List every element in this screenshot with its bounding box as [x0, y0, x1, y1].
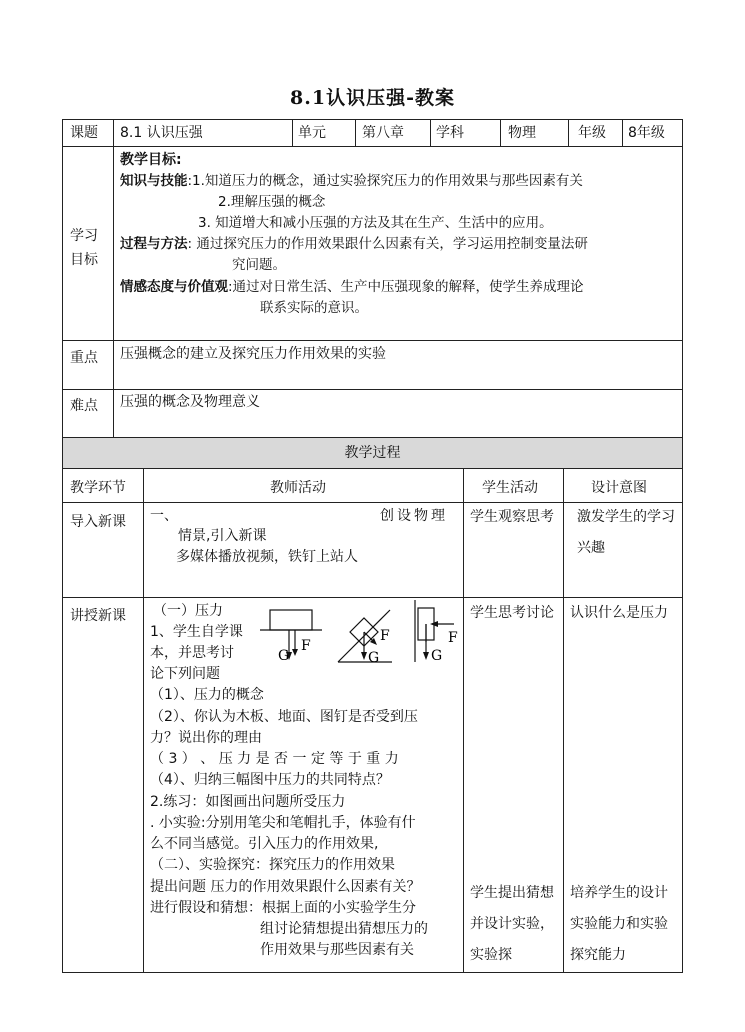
- subject-value: 物理: [508, 125, 536, 141]
- lecture-teacher-6: （2）、你认为木板、地面、图钉是否受到压: [150, 709, 418, 725]
- objectives-label-2: 目标: [70, 252, 98, 268]
- topic-value: 8.1 认识压强: [120, 125, 203, 141]
- subject-label: 学科: [436, 125, 464, 141]
- grade-value: 8年级: [628, 125, 665, 141]
- force-figure-2: [338, 610, 392, 666]
- lecture-teacher-13: （二）、实验探究：探究压力的作用效果: [150, 857, 395, 873]
- unit-value: 第八章: [362, 125, 404, 141]
- lecture-teacher-2: 1、学生自学课: [150, 624, 243, 640]
- lecture-teacher-8: （ 3 ） 、 压 力 是 否 一 定 等 于 重 力: [150, 751, 399, 767]
- difficulty-label: 难点: [70, 398, 98, 414]
- intro-teacher-2: 情景,引入新课: [178, 528, 267, 544]
- process-label: 过程与方法: [120, 236, 188, 252]
- lecture-student-a: 学生思考讨论: [470, 605, 554, 621]
- lecture-teacher-16: 组讨论猜想提出猜想压力的: [260, 921, 428, 937]
- key-point-text: 压强概念的建立及探究压力作用效果的实验: [120, 346, 386, 362]
- intro-teacher-1b: 创设物理: [380, 508, 448, 524]
- lecture-student-b: 学生提出猜想并设计实验，实验探: [470, 885, 554, 963]
- col-teacher: 教师活动: [270, 480, 326, 496]
- lecture-teacher-14: 提出问题 压力的作用效果跟什么因素有关？: [150, 879, 421, 895]
- intro-intent: 激发学生的学习兴趣: [577, 509, 675, 556]
- f-label-2: F: [380, 628, 390, 644]
- lecture-teacher-10: 2.练习：如图画出问题所受压力: [150, 794, 346, 810]
- process-line-1: 过程与方法: 通过探究压力的作用效果跟什么因素有关，学习运用控制变量法研: [120, 236, 588, 252]
- knowledge-label: 知识与技能: [120, 173, 188, 189]
- f-label-3: F: [448, 630, 458, 646]
- page-title: 8.1认识压强-教案: [290, 87, 455, 109]
- objectives-heading: 教学目标:: [120, 152, 182, 168]
- lecture-intent-a: 认识什么是压力: [570, 605, 668, 621]
- lecture-teacher-9: （4）、归纳三幅图中压力的共同特点？: [150, 772, 390, 788]
- force-figure-3: [415, 600, 458, 664]
- lecture-teacher-4: 论下列问题: [150, 666, 220, 682]
- lecture-intent-b: 培养学生的设计实验能力和实验探究能力: [570, 885, 668, 963]
- col-intent: 设计意图: [591, 480, 647, 496]
- knowledge-line-2: 2.理解压强的概念: [218, 194, 326, 210]
- knowledge-line-1: 知识与技能:1.知道压力的概念，通过实验探究压力的作用效果与那些因素有关: [120, 173, 583, 189]
- grade-label: 年级: [578, 125, 606, 141]
- g-label-2: G: [368, 650, 380, 666]
- process-heading: 教学过程: [344, 445, 401, 461]
- intro-teacher-1: 一、: [150, 508, 178, 524]
- intro-teacher-3: 多媒体播放视频，铁钉上站人: [176, 549, 358, 565]
- lecture-teacher-11: . 小实验:分别用笔尖和笔帽扎手，体验有什: [150, 815, 416, 831]
- lecture-teacher-15: 进行假设和猜想：根据上面的小实验学生分: [150, 900, 416, 916]
- force-figure-1: [260, 610, 322, 664]
- emotion-line-2: 联系实际的意识。: [260, 300, 368, 316]
- lecture-teacher-3: 本，并思考讨: [150, 645, 234, 661]
- lecture-teacher-17: 作用效果与那些因素有关: [260, 942, 414, 958]
- lecture-teacher-5: （1）、压力的概念: [150, 687, 264, 703]
- force-diagrams: [260, 600, 465, 668]
- unit-label: 单元: [298, 125, 326, 141]
- g-label-1: G: [278, 648, 290, 664]
- topic-label: 课题: [70, 125, 98, 141]
- lecture-teacher-1: （一）压力: [153, 603, 223, 619]
- col-stage: 教学环节: [70, 480, 126, 496]
- intro-stage: 导入新课: [70, 514, 126, 530]
- lecture-teacher-12: 么不同当感觉。引入压力的作用效果,: [150, 836, 379, 852]
- process-line-2: 究问题。: [232, 257, 286, 273]
- emotion-line-1: 情感态度与价值观:通过对日常生活、生产中压强现象的解释，使学生养成理论: [120, 279, 584, 295]
- emotion-label: 情感态度与价值观: [120, 279, 228, 295]
- col-student: 学生活动: [482, 480, 538, 496]
- g-label-3: G: [431, 648, 443, 664]
- key-point-label: 重点: [70, 350, 98, 366]
- f-label-1: F: [301, 638, 311, 654]
- knowledge-line-3: 3. 知道增大和减小压强的方法及其在生产、生活中的应用。: [198, 215, 553, 231]
- objectives-label-1: 学习: [70, 228, 98, 244]
- lecture-stage: 讲授新课: [70, 608, 126, 624]
- intro-student: 学生观察思考: [470, 509, 554, 525]
- difficulty-text: 压强的概念及物理意义: [120, 394, 260, 410]
- lecture-teacher-7: 力？说出你的理由: [150, 730, 262, 746]
